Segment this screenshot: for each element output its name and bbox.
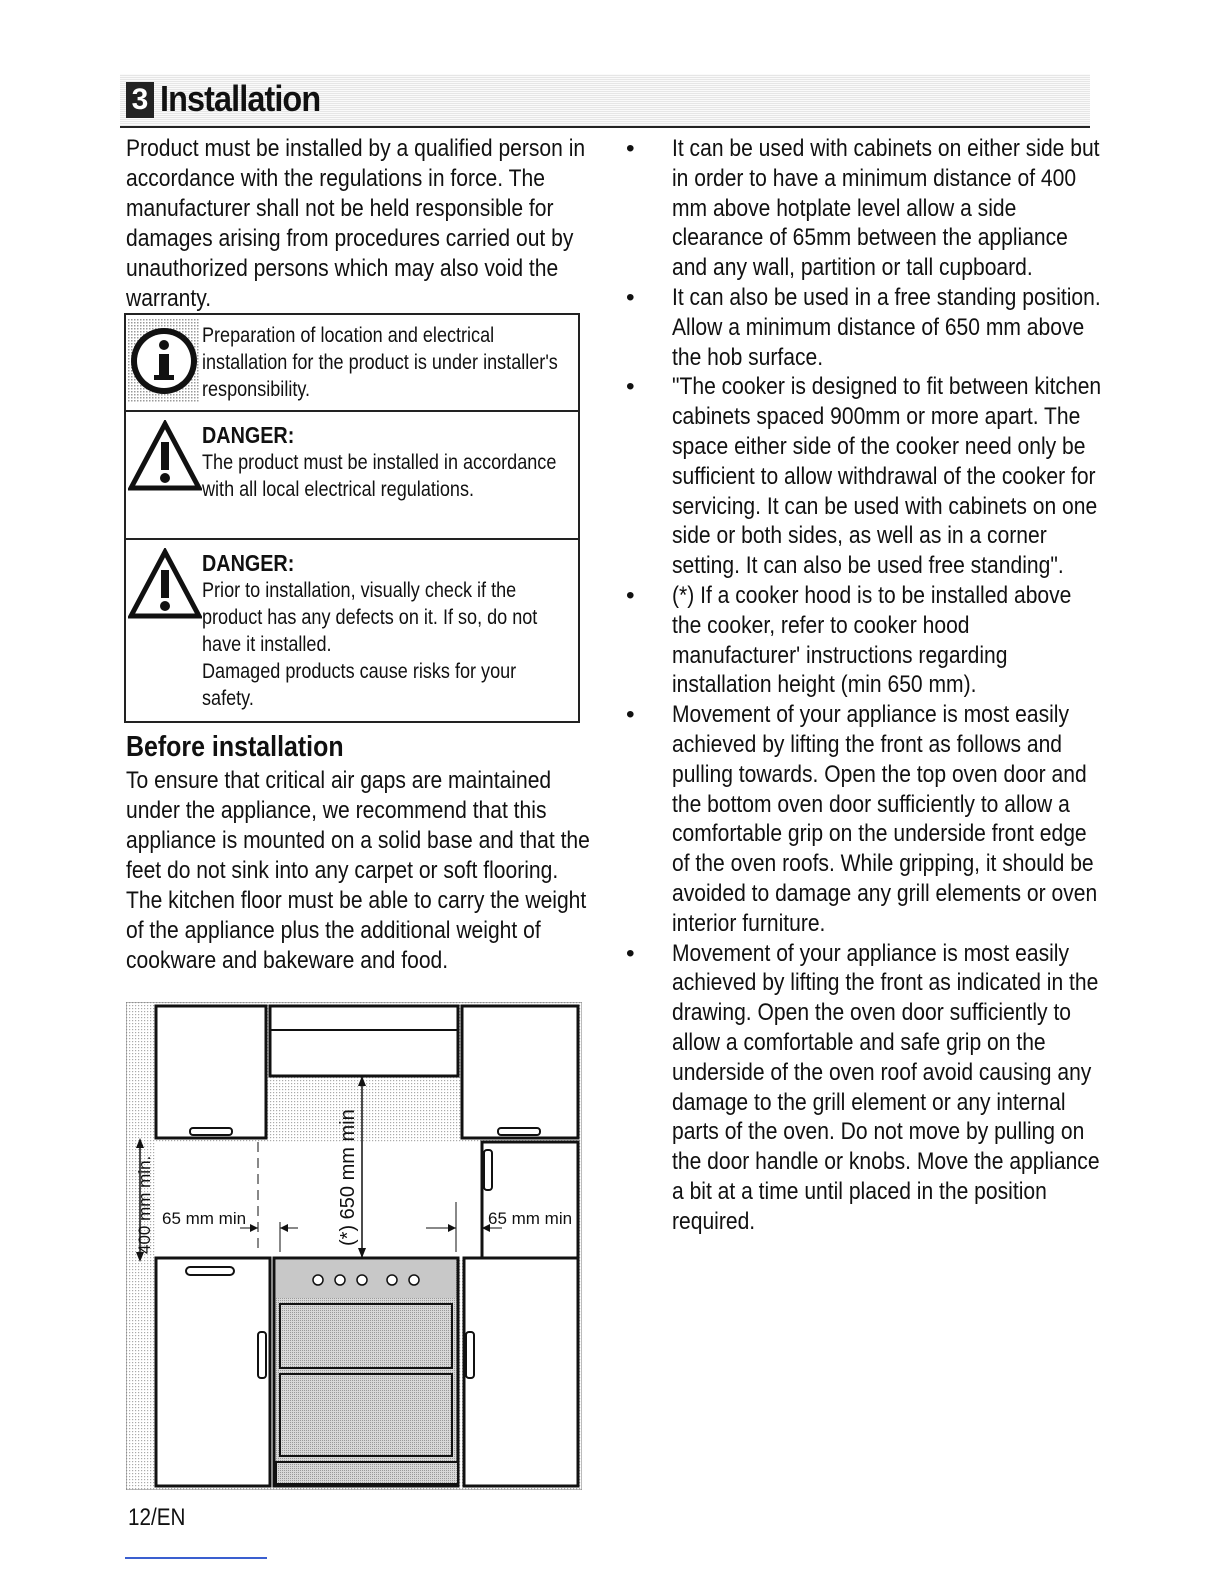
intro-paragraph: Product must be installed by a qualified person in accordance with the regulations in force. The manufacturer shall not be held responsible for damages arising from procedures carried out by unauthorized persons which may also void the warranty.	[126, 135, 586, 312]
info-icon	[128, 319, 200, 408]
danger-note-2-text	[202, 550, 572, 712]
list-item: • Movement of your appliance is most easily achieved by lifting the front as follows and pulling towards. Open the top oven door and the bottom oven door sufficiently to allow a comfortable grip on the underside front edge of the oven roofs. While gripping, it should be avoided to damage any grill elements or oven interior furniture.	[626, 701, 1098, 937]
section-heading: Before installation	[126, 731, 344, 763]
danger-note-1-text	[202, 422, 572, 503]
danger-note-1-body: The product must be installed in accordance with all local electrical regulations.	[202, 451, 557, 501]
before-installation-text	[126, 766, 592, 976]
label-65mm-right: 65 mm min	[488, 1209, 573, 1228]
danger-note-2	[126, 540, 578, 717]
danger-heading: DANGER:	[202, 422, 295, 448]
chapter-number: 3	[126, 82, 154, 118]
before-installation-p1: To ensure that critical air gaps are maintained under the appliance, we recommend that this appliance is mounted on a solid base and that the feet do not sink into any carpet or soft flooring.	[126, 767, 590, 884]
list-item: • It can also be used in a free standing position. Allow a minimum distance of 650 mm above the hob surface.	[626, 283, 1101, 371]
warning-icon	[128, 548, 202, 625]
page-number: 12/EN	[128, 1504, 186, 1531]
list-item: • Movement of your appliance is most easily achieved by lifting the front as indicated in the drawing. Open the oven door sufficiently to allow a comfortable and safe grip on the underside of the oven roof avoid causing any damage to the grill element or any internal parts of the oven. Do not move by pulling on the door handle or knobs. Move the appliance a bit at a time until placed in the position required.	[626, 939, 1100, 1235]
warning-icon	[128, 420, 202, 497]
before-installation-p2: The kitchen floor must be able to carry the weight of the appliance plus the additional weight of cookware and bakeware and food.	[126, 887, 587, 974]
list-item: • It can be used with cabinets on either side but in order to have a minimum distance of 400 mm above hotplate level allow a side clearance of 65mm between the appliance and any wall, partition or tall cupboard.	[626, 135, 1100, 282]
danger-note-1	[126, 412, 578, 540]
notes-box	[124, 313, 580, 723]
info-note-text: Preparation of location and electrical installation for the product is under installer's responsibility.	[202, 324, 558, 401]
chapter-header	[120, 74, 1090, 128]
installation-diagram	[126, 1002, 582, 1490]
footer-divider	[125, 1557, 267, 1559]
danger-heading: DANGER:	[202, 550, 295, 576]
chapter-title: Installation	[160, 78, 321, 119]
label-65mm-left: 65 mm min	[162, 1209, 247, 1228]
label-400mm: 400 mm min.	[135, 1155, 154, 1254]
left-column	[126, 134, 592, 314]
list-item: • (*) If a cooker hood is to be installed above the cooker, refer to cooker hood manufacturer' instructions regarding installation height (min 650 mm).	[626, 581, 1072, 699]
danger-note-2-body-2: Damaged products cause risks for your safety.	[202, 660, 517, 710]
right-column	[620, 134, 1102, 1236]
info-note	[126, 315, 578, 412]
label-650mm: (*) 650 mm min	[337, 1109, 359, 1246]
list-item: • "The cooker is designed to fit between kitchen cabinets spaced 900mm or more apart. The space either side of the cooker need only be sufficient to allow withdrawal of the cooker for servicing. It can be used with cabinets on one side or both sides, as well as in a corner setting. It can also be used free standing".	[626, 373, 1102, 580]
bullet-list	[620, 134, 1102, 1236]
danger-note-2-body: Prior to installation, visually check if the product has any defects on it. If so, do not have it installed.	[202, 579, 538, 656]
